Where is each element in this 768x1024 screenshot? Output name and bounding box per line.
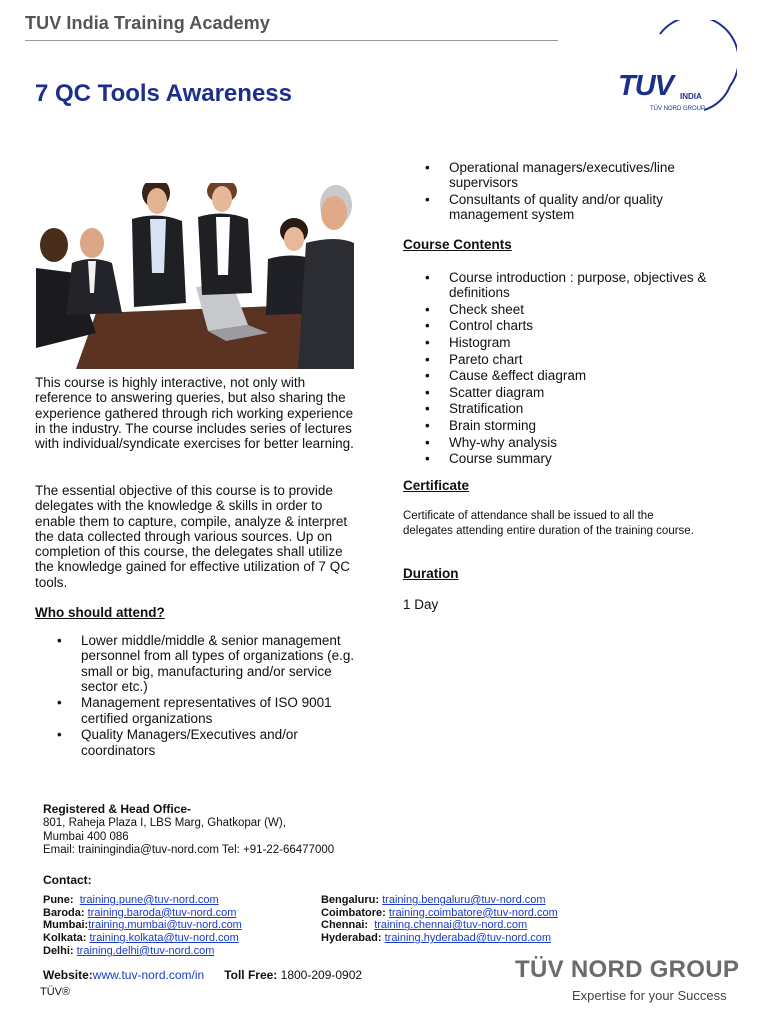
contact-email-link[interactable]: training.pune@tuv-nord.com [79, 894, 219, 906]
contacts-left-column [43, 894, 313, 958]
office-address-line-1: 801, Raheja Plaza I, LBS Marg, Ghatkopar (W), [43, 816, 286, 829]
list-item: • Check sheet [403, 302, 738, 317]
page-title: 7 QC Tools Awareness [35, 80, 292, 107]
list-item: • Management representatives of ISO 9001 certified organizations [35, 695, 365, 726]
duration-heading: Duration [403, 566, 459, 581]
contact-city: Coimbatore: [321, 906, 386, 919]
academy-brand: TUV India Training Academy [25, 13, 270, 33]
list-item: • Course summary [403, 451, 738, 466]
logo-tuv-word: TUV [618, 70, 673, 102]
contacts-right-column [321, 894, 621, 945]
list-item: • Quality Managers/Executives and/or coordinators [35, 727, 365, 758]
list-item: • Histogram [403, 335, 738, 350]
contact-city: Chennai: [321, 919, 369, 932]
office-email-phone: Email: trainingindia@tuv-nord.com Tel: +91-22-66477000 [43, 844, 335, 857]
list-item: • Control charts [403, 318, 738, 333]
contact-heading: Contact: [43, 873, 92, 887]
who-should-attend-heading [35, 605, 165, 620]
logo-india-word: INDIA [680, 92, 702, 101]
duration-value: 1 Day [403, 597, 439, 612]
tollfree-label: Toll Free: [224, 968, 278, 982]
contact-email-link[interactable]: training.hyderabad@tuv-nord.com [384, 932, 552, 945]
list-item: • Consultants of quality and/or quality management system [403, 192, 733, 223]
tuv-nord-tagline: Expertise for your Success [572, 988, 727, 1003]
list-item: • Operational managers/executives/line supervisors [403, 160, 733, 191]
contact-city: Baroda: [43, 906, 85, 919]
contact-row [43, 932, 313, 945]
office-address-line-2: Mumbai 400 086 [43, 830, 129, 843]
website-label: Website: [43, 968, 93, 982]
list-item: • Lower middle/middle & senior management personnel from all types of organizations (e.g. small or big, manufacturing and/or service sector etc.) [35, 633, 365, 694]
contact-row [43, 907, 313, 920]
logo-group-word: TÜV NORD GROUP [650, 106, 706, 112]
business-team-meeting-photo [36, 183, 354, 369]
contact-city: Hyderabad: [321, 932, 382, 945]
contact-email-link[interactable]: training.baroda@tuv-nord.com [87, 906, 237, 919]
tuv-trademark: TÜV® [40, 986, 71, 998]
contact-row [321, 919, 621, 932]
certificate-heading: Certificate [403, 478, 470, 493]
list-item: • Cause &effect diagram [403, 368, 738, 383]
contact-email-link[interactable]: training.mumbai@tuv-nord.com [88, 919, 242, 932]
contact-city: Delhi: [43, 944, 74, 957]
list-item: • Scatter diagram [403, 385, 738, 400]
contact-city: Kolkata: [43, 932, 87, 945]
website-link[interactable]: www.tuv-nord.com/in [92, 968, 205, 982]
intro-paragraph-1: This course is highly interactive, not only with reference to answering queries, but also sharing the experience gathered through rich working experience in the industry. The course includes series of lectures with individual/syndicate exercises for better learning. [35, 375, 354, 452]
tollfree-number: 1800-209-0902 [280, 968, 363, 982]
contact-row [43, 919, 313, 932]
who-heading-text: Who should attend [35, 605, 157, 620]
contact-email-link[interactable]: training.chennai@tuv-nord.com [374, 919, 528, 932]
contact-city: Mumbai: [43, 919, 89, 932]
contact-city: Bengaluru: [321, 894, 380, 906]
list-item: • Why-why analysis [403, 435, 738, 450]
contact-row [321, 894, 621, 907]
contact-row [43, 945, 313, 958]
website-line [43, 968, 362, 982]
registered-office-block [43, 803, 403, 858]
who-should-attend-list-continued [403, 160, 733, 224]
contact-city: Pune: [43, 894, 74, 906]
contact-email-link[interactable]: training.kolkata@tuv-nord.com [89, 932, 239, 945]
intro-paragraph-2: The essential objective of this course is to provide delegates with the knowledge & skills in order to enable them to capture, compile, analyze & interpret the data collected through various sources. Up on completion of this course, the delegates shall utilize the knowledge gained for effective utilization of 7 QC tools. [35, 483, 350, 590]
course-contents-list [403, 270, 738, 468]
office-heading: Registered & Head Office- [43, 802, 192, 816]
who-should-attend-list [35, 633, 365, 759]
list-item: • Brain storming [403, 418, 738, 433]
list-item: • Course introduction : purpose, objectives & definitions [403, 270, 738, 301]
contact-email-link[interactable]: training.delhi@tuv-nord.com [76, 944, 215, 957]
course-contents-heading: Course Contents [403, 237, 512, 252]
list-item: • Pareto chart [403, 352, 738, 367]
who-heading-qmark: ? [156, 605, 165, 620]
contact-email-link[interactable]: training.coimbatore@tuv-nord.com [388, 906, 558, 919]
contact-row [321, 907, 621, 920]
header-divider [25, 40, 558, 41]
contact-email-link[interactable]: training.bengaluru@tuv-nord.com [382, 894, 546, 906]
list-item: • Stratification [403, 401, 738, 416]
certificate-text: Certificate of attendance shall be issued to all the delegates attending entire duration of the training course. [403, 510, 694, 537]
contact-row [321, 932, 621, 945]
tuv-nord-group-logo: TÜV NORD GROUP [515, 956, 740, 983]
contact-row [43, 894, 313, 907]
tuv-india-logo [612, 20, 737, 120]
